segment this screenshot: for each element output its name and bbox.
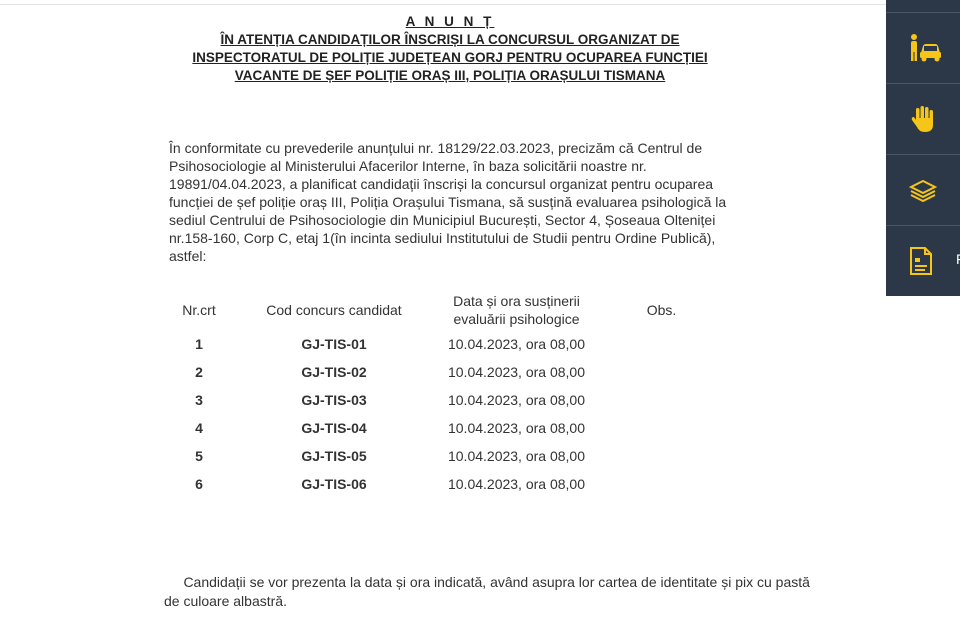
header-cod: Cod concurs candidat bbox=[266, 302, 402, 318]
cell-obs bbox=[599, 330, 724, 358]
side-link-stop[interactable] bbox=[886, 83, 960, 153]
footer-line: Candidații se vor prezenta la data și ora indicată, având asupra lor cartea de identitate și pix cu pastă bbox=[164, 574, 810, 590]
schedule-table bbox=[164, 290, 724, 498]
table-row bbox=[164, 358, 724, 386]
form-document-icon bbox=[908, 246, 934, 276]
intro-line: sediul Centrului de Psihosociologie din Municipiul București, Sector 4, Șoseaua Olteniței bbox=[169, 212, 716, 228]
intro-line: Psihosociologie al Ministerului Afacerilor Interne, în baza solicitării noastre nr. bbox=[169, 158, 647, 174]
side-link-form-label: F bbox=[956, 251, 965, 267]
cell-data: 10.04.2023, ora 08,00 bbox=[447, 448, 585, 464]
heading-line-2: INSPECTORATUL DE POLIȚIE JUDEȚEAN GORJ PENTRU OCUPAREA FUNCȚIEI bbox=[192, 50, 708, 65]
cell-obs bbox=[599, 386, 724, 414]
cell-nr: 4 bbox=[195, 420, 203, 436]
stop-hand-icon bbox=[908, 104, 938, 134]
footer-line: de culoare albastră. bbox=[164, 593, 287, 609]
table-row bbox=[164, 330, 724, 358]
intro-line: nr.158-160, Corp C, etaj 1(în incinta sediului Institutului de Studii pentru Ordine Publică), bbox=[169, 230, 716, 246]
header-data bbox=[434, 290, 599, 330]
header-data-line-2: evaluării psihologice bbox=[453, 311, 580, 327]
cell-cod: GJ-TIS-06 bbox=[301, 476, 367, 492]
top-border bbox=[0, 4, 886, 5]
cell-cod: GJ-TIS-03 bbox=[301, 392, 367, 408]
header-obs: Obs. bbox=[646, 302, 677, 318]
announcement-title: A N U N Ț bbox=[405, 14, 495, 29]
table-row bbox=[164, 442, 724, 470]
table-row bbox=[164, 414, 724, 442]
cell-cod: GJ-TIS-01 bbox=[301, 336, 367, 352]
cell-obs bbox=[599, 442, 724, 470]
intro-line: În conformitate cu prevederile anunțului nr. 18129/22.03.2023, precizăm că Centrul de bbox=[169, 140, 703, 156]
cell-data: 10.04.2023, ora 08,00 bbox=[447, 392, 585, 408]
heading-line-3: VACANTE DE ȘEF POLIȚIE ORAȘ III, POLIȚIA ORAȘULUI TISMANA bbox=[234, 68, 666, 83]
announcement-heading bbox=[150, 13, 750, 85]
documents-stack-icon bbox=[908, 175, 938, 205]
cell-obs bbox=[599, 470, 724, 498]
cell-data: 10.04.2023, ora 08,00 bbox=[447, 364, 585, 380]
cell-cod: GJ-TIS-02 bbox=[301, 364, 367, 380]
driver-car-icon bbox=[908, 33, 942, 63]
intro-line: funcției de șef poliție oraș III, Poliția Orașului Tismana, să susțină evaluarea psihologică la bbox=[169, 194, 727, 210]
side-quick-links bbox=[886, 0, 965, 296]
cell-data: 10.04.2023, ora 08,00 bbox=[447, 336, 585, 352]
header-nr: Nr.crt bbox=[182, 302, 216, 318]
header-data-line-1: Data și ora susținerii bbox=[453, 293, 580, 309]
cell-data: 10.04.2023, ora 08,00 bbox=[447, 476, 585, 492]
table-header-row bbox=[164, 290, 724, 330]
table-row bbox=[164, 386, 724, 414]
side-link-form[interactable] bbox=[886, 225, 965, 295]
footer-paragraph bbox=[164, 573, 844, 611]
cell-nr: 1 bbox=[195, 336, 203, 352]
intro-paragraph bbox=[169, 139, 729, 265]
cell-cod: GJ-TIS-04 bbox=[301, 420, 367, 436]
cell-obs bbox=[599, 358, 724, 386]
cell-nr: 5 bbox=[195, 448, 203, 464]
cell-nr: 6 bbox=[195, 476, 203, 492]
heading-line-1: ÎN ATENȚIA CANDIDAȚILOR ÎNSCRIȘI LA CONCURSUL ORGANIZAT DE bbox=[220, 32, 680, 47]
intro-line: 19891/04.04.2023, a planificat candidații înscriși la concursul organizat pentru ocuparea bbox=[169, 176, 714, 192]
side-link-documents[interactable] bbox=[886, 154, 960, 224]
cell-nr: 3 bbox=[195, 392, 203, 408]
intro-line: astfel: bbox=[169, 248, 207, 264]
cell-cod: GJ-TIS-05 bbox=[301, 448, 367, 464]
side-link-driver[interactable] bbox=[886, 12, 960, 82]
table-row bbox=[164, 470, 724, 498]
cell-nr: 2 bbox=[195, 364, 203, 380]
cell-obs bbox=[599, 414, 724, 442]
cell-data: 10.04.2023, ora 08,00 bbox=[447, 420, 585, 436]
